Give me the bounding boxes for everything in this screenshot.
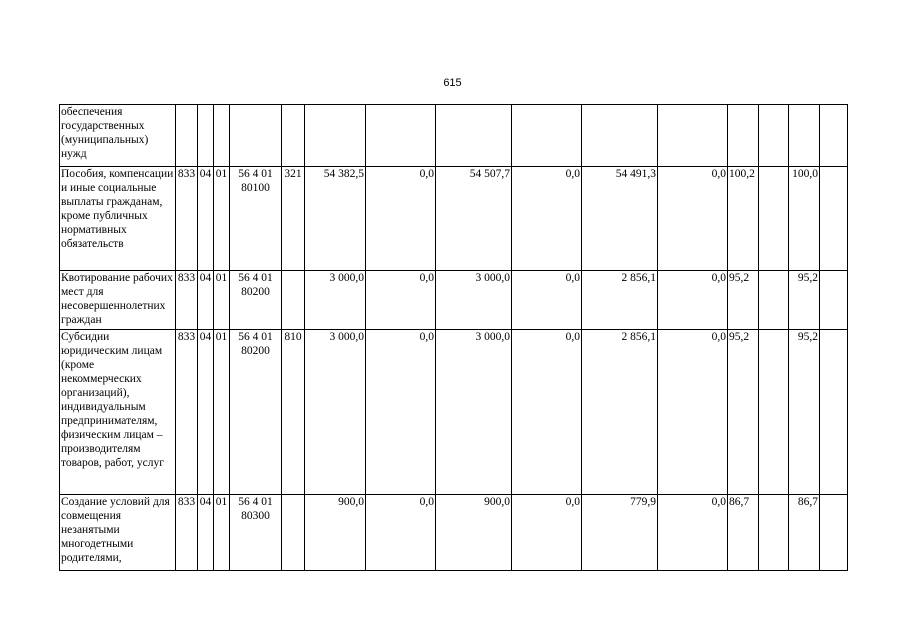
cell-value-4: 0,0: [512, 495, 582, 571]
cell-ved: 833: [176, 330, 198, 495]
cell-value-1: [305, 105, 366, 167]
cell-section: 04: [198, 167, 214, 271]
cell-section: 04: [198, 271, 214, 330]
table-row: [60, 105, 848, 167]
cell-name: Пособия, компенсации и иные социальные выплаты гражданам, кроме публичных нормативных обязательств: [60, 167, 176, 271]
cell-percent-2: 100,0: [789, 167, 820, 271]
cell-empty: [759, 271, 789, 330]
cell-percent-2: [789, 105, 820, 167]
cell-value-1: 900,0: [305, 495, 366, 571]
cell-value-6: [658, 105, 728, 167]
cell-expense-type: 810: [282, 330, 305, 495]
cell-subsection: 01: [214, 167, 230, 271]
cell-value-3: [436, 105, 512, 167]
cell-value-5: 779,9: [582, 495, 658, 571]
page-number: 615: [443, 77, 462, 89]
cell-expense-type: 321: [282, 167, 305, 271]
cell-percent-2: 95,2: [789, 330, 820, 495]
table-row: [60, 495, 848, 571]
cell-percent-1: 100,2: [728, 167, 759, 271]
cell-percent-2: 86,7: [789, 495, 820, 571]
cell-subsection: 01: [214, 330, 230, 495]
cell-percent-1: 95,2: [728, 330, 759, 495]
cell-name: обеспечения государственных (муниципальных) нужд: [60, 105, 176, 167]
cell-value-5: 2 856,1: [582, 330, 658, 495]
cell-expense-type: [282, 495, 305, 571]
cell-expense-type: [282, 105, 305, 167]
cell-name: Квотирование рабочих мест для несовершеннолетних граждан: [60, 271, 176, 330]
cell-ved: 833: [176, 271, 198, 330]
cell-value-4: [512, 105, 582, 167]
budget-table: [59, 104, 848, 571]
cell-value-1: 3 000,0: [305, 271, 366, 330]
cell-target-article: 56 4 01 80100: [230, 167, 282, 271]
cell-expense-type: [282, 271, 305, 330]
cell-value-4: 0,0: [512, 271, 582, 330]
cell-value-2: [366, 105, 436, 167]
cell-name: Создание условий для совмещения незанятыми многодетными родителями,: [60, 495, 176, 571]
cell-empty: [759, 105, 789, 167]
cell-name: Субсидии юридическим лицам (кроме некоммерческих организаций), индивидуальным предпринимателям, физическим лицам – производителям товаров, работ, услуг: [60, 330, 176, 495]
cell-value-3: 3 000,0: [436, 330, 512, 495]
cell-empty: [820, 271, 848, 330]
cell-value-2: 0,0: [366, 495, 436, 571]
cell-subsection: 01: [214, 495, 230, 571]
cell-ved: 833: [176, 167, 198, 271]
table-row: [60, 330, 848, 495]
cell-empty: [759, 330, 789, 495]
cell-percent-2: 95,2: [789, 271, 820, 330]
cell-percent-1: 86,7: [728, 495, 759, 571]
cell-value-2: 0,0: [366, 271, 436, 330]
cell-target-article: 56 4 01 80300: [230, 495, 282, 571]
cell-section: 04: [198, 330, 214, 495]
cell-value-3: 54 507,7: [436, 167, 512, 271]
cell-value-4: 0,0: [512, 330, 582, 495]
cell-value-6: 0,0: [658, 167, 728, 271]
cell-value-6: 0,0: [658, 330, 728, 495]
cell-empty: [759, 167, 789, 271]
cell-empty: [820, 105, 848, 167]
cell-value-4: 0,0: [512, 167, 582, 271]
cell-subsection: 01: [214, 271, 230, 330]
cell-value-6: 0,0: [658, 271, 728, 330]
cell-value-5: 2 856,1: [582, 271, 658, 330]
cell-value-1: 3 000,0: [305, 330, 366, 495]
cell-value-1: 54 382,5: [305, 167, 366, 271]
cell-subsection: [214, 105, 230, 167]
cell-empty: [759, 495, 789, 571]
cell-percent-1: [728, 105, 759, 167]
cell-value-5: 54 491,3: [582, 167, 658, 271]
cell-value-3: 3 000,0: [436, 271, 512, 330]
cell-empty: [820, 495, 848, 571]
cell-empty: [820, 167, 848, 271]
cell-ved: 833: [176, 495, 198, 571]
cell-section: 04: [198, 495, 214, 571]
cell-value-5: [582, 105, 658, 167]
cell-percent-1: 95,2: [728, 271, 759, 330]
cell-empty: [820, 330, 848, 495]
cell-ved: [176, 105, 198, 167]
cell-target-article: 56 4 01 80200: [230, 271, 282, 330]
cell-target-article: 56 4 01 80200: [230, 330, 282, 495]
cell-target-article: [230, 105, 282, 167]
cell-value-2: 0,0: [366, 167, 436, 271]
cell-value-6: 0,0: [658, 495, 728, 571]
cell-section: [198, 105, 214, 167]
cell-value-3: 900,0: [436, 495, 512, 571]
cell-value-2: 0,0: [366, 330, 436, 495]
table-row: [60, 271, 848, 330]
table-row: [60, 167, 848, 271]
